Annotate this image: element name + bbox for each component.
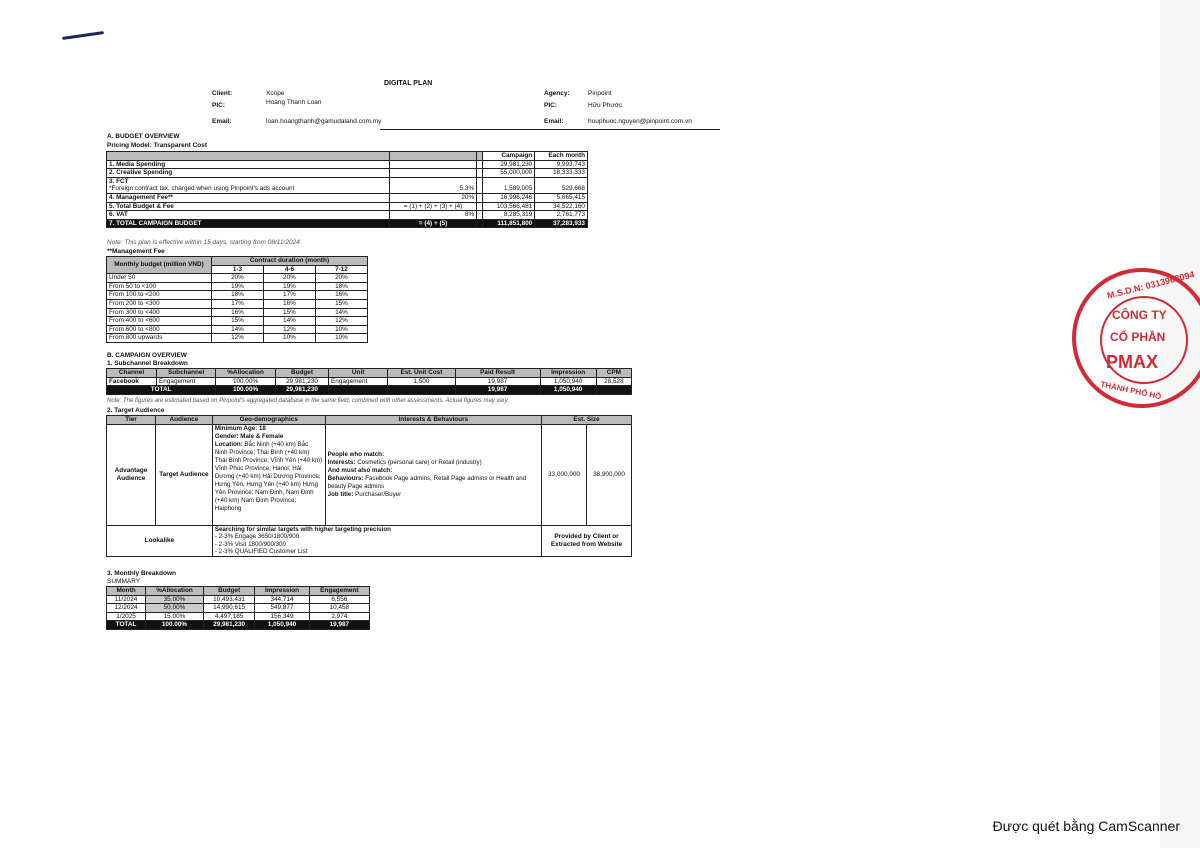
camscanner-footer: Được quét bằng CamScanner	[992, 818, 1180, 834]
budget-row: 3. FCT	[107, 177, 588, 185]
email-value: loan.hoangthanh@gamudaland.com.my	[266, 118, 382, 125]
audience-table: Tier Audience Geo-demographics Interests & Behaviours Est. Size Advantage Audience Target Audience Minimum Age: 18 Gender: Male & Female Location: Bắc Ninh (+40 km) Bắc Ninh Province; Thái Bình (+40 km) Thái Bình Province; Vĩnh Yên (+40 km) Vĩnh Phúc Province; Hanoi; Hải Dương (+40 km) Hải Dương Province; Hưng Yên, Hưng Yên (+40 km) Hưng Yên Province; Nam Định, Nam Định (+40 km) Nam Định Province; Haiphong People who match: Interests: Cosmetics (personal care) or Retail (industry) And must also match: Behaviours: Facebook Page admins, Retail Page admins or Health and beauty Page admins Job title: Purchaser/Buyer 33,000,000 38,900,000 Lookalike Searching for similar targets with higher targeting precision - 2-3% Engage 3650/1800/900 - 2-3% Visit 1800/900/300 - 2-3% QUALIFIED Customer List Provided by Client or Extracted from Website	[106, 415, 632, 557]
fee-row: From 100 to <200 18% 17% 16%	[107, 291, 368, 300]
month-row: 1/2025 15.00% 4,497,185 156,349 2,974	[107, 612, 370, 621]
mgmt-fee-title: **Management Fee	[107, 248, 165, 255]
budget-row: 1. Media Spending 29,981,230 9,993,743	[107, 160, 588, 169]
campaign-section-title: B. CAMPAIGN OVERVIEW	[107, 352, 187, 359]
subchannel-row: Facebook Engagement 100.00% 29,981,230 Engagement 1,500 19,987 1,050,940 28,528	[107, 377, 632, 386]
month-row: 11/2024 35.00% 10,493,431 344,714 6,556	[107, 595, 370, 604]
agency-pic-label: PIC:	[544, 102, 557, 109]
fee-row: From 400 to <600 15% 14% 12%	[107, 317, 368, 326]
subchannel-note: Note: The figures are estimated based on Pinpoint's aggregated database in the same field, combined with other assessments. Actual figures may vary.	[107, 398, 510, 404]
fee-row: From 800 upwards 12% 10% 10%	[107, 334, 368, 343]
budget-row: *Foreign contract tax, charged when using Pinpoint's ads account 5.3% 1,589,005 529,668	[107, 185, 588, 193]
company-stamp: M.S.D.N: 0313968094 CÔNG TY CỔ PHẦN PMAX THÀNH PHỐ HỒ	[1072, 268, 1200, 408]
budget-section-title: A. BUDGET OVERVIEW	[107, 133, 180, 140]
fee-row: From 200 to <300 17% 16% 15%	[107, 299, 368, 308]
col-each-month: Each month	[535, 152, 588, 161]
scan-edge	[1160, 0, 1200, 848]
budget-row: 6. VAT 8% 8,285,319 2,761,773	[107, 211, 588, 220]
fee-row: From 600 to <800 14% 12% 10%	[107, 325, 368, 334]
client-value: Xcope	[266, 90, 285, 97]
budget-row: 5. Total Budget & Fee = (1) + (2) + (3) + (4) 103,566,481 34,522,160	[107, 202, 588, 211]
month-total-row: TOTAL 100.00% 29,981,230 1,050,940 19,987	[107, 621, 370, 630]
budget-note: Note: This plan is effective within 15 days, starting from 08/11/2024	[107, 239, 300, 246]
agency-email-value: huuphuoc.nguyen@pinpoint.com.vn	[588, 118, 692, 125]
monthly-title: 3. Monthly Breakdown	[107, 570, 176, 577]
client-label: Client:	[212, 90, 233, 97]
target-audience-title: 2. Target Audience	[107, 407, 165, 414]
fee-row: Under 50 20% 20% 20%	[107, 274, 368, 283]
email-label: Email:	[212, 118, 232, 125]
doc-title: DIGITAL PLAN	[384, 80, 433, 87]
budget-total-row: 7. TOTAL CAMPAIGN BUDGET = (4) + (5) 111,851,800 37,283,933	[107, 219, 588, 228]
subchannel-table: Channel Subchannel %Allocation Budget Unit Est. Unit Cost Paid Result Impression CPM Facebook Engagement 100.00% 29,981,230 Engagement 1,500 19,987 1,050,940 28,528 TOTAL 100.00% 29,981,230 19,987 1,050,940	[106, 368, 632, 395]
fee-row: From 50 to <100 19% 19% 18%	[107, 282, 368, 291]
agency-pic-value: Hữu Phước	[588, 102, 623, 109]
month-row: 12/2024 50.00% 14,990,615 549,877 10,458	[107, 604, 370, 613]
pic-value: Hoàng Thanh Loan	[266, 99, 322, 106]
pic-label: PIC:	[212, 102, 225, 109]
pricing-model: Pricing Model: Transparent Cost	[107, 142, 208, 149]
budget-table	[106, 151, 588, 228]
agency-email-label: Email:	[544, 118, 564, 125]
lookalike-row: Lookalike Searching for similar targets with higher targeting precision - 2-3% Engage 3650/1800/900 - 2-3% Visit 1800/900/300 - 2-3% QUALIFIED Customer List Provided by Client or Extracted from Website	[107, 525, 632, 556]
budget-row: 4. Management Fee** 20% 16,996,246 5,665,415	[107, 193, 588, 202]
subchannel-title: 1. Subchannel Breakdown	[107, 360, 188, 367]
header-rule	[380, 129, 720, 130]
col-campaign: Campaign	[482, 152, 535, 161]
pen-mark	[62, 31, 104, 40]
monthly-table: Month %Allocation Budget Impression Engagement 11/2024 35.00% 10,493,431 344,714 6,556 12/2024 50.00% 14,990,615 549,877 10,458 1/2025 15.00% 4,497,185 156,349 2,974 TOTAL 100.00% 29,981,230 1,050,940 19,987	[106, 586, 370, 630]
advantage-audience-row: Advantage Audience Target Audience Minimum Age: 18 Gender: Male & Female Location: Bắc Ninh (+40 km) Bắc Ninh Province; Thái Bình (+40 km) Thái Bình Province; Vĩnh Yên (+40 km) Vĩnh Phúc Province; Hanoi; Hải Dương (+40 km) Hải Dương Province; Hưng Yên, Hưng Yên (+40 km) Hưng Yên Province; Nam Định, Nam Định (+40 km) Nam Định Province; Haiphong People who match: Interests: Cosmetics (personal care) or Retail (industry) And must also match: Behaviours: Facebook Page admins, Retail Page admins or Health and beauty Page admins Job title: Purchaser/Buyer 33,000,000 38,900,000	[107, 424, 632, 525]
agency-label: Agency:	[544, 90, 570, 97]
mgmt-fee-table: Monthly budget (million VND) Contract duration (month) 1-3 4-6 7-12 Under 50 20% 20% 20% From 50 to <100 19% 19% 18% From 100 to <200 18% 17% 16% From 200 to <300 17% 16% 15% From 300 to <400 16% 15% 14% From 400 to <600 15% 14% 12% From 600 to <800 14% 12% 10% From 800 upwards 12% 10% 10%	[106, 256, 368, 343]
summary-label: SUMMARY	[107, 578, 141, 585]
budget-row: 2. Creative Spending 55,000,000 18,333,333	[107, 169, 588, 178]
fee-row: From 300 to <400 16% 15% 14%	[107, 308, 368, 317]
subchannel-total-row: TOTAL 100.00% 29,981,230 19,987 1,050,940	[107, 386, 632, 395]
agency-value: Pinpoint	[588, 90, 612, 97]
